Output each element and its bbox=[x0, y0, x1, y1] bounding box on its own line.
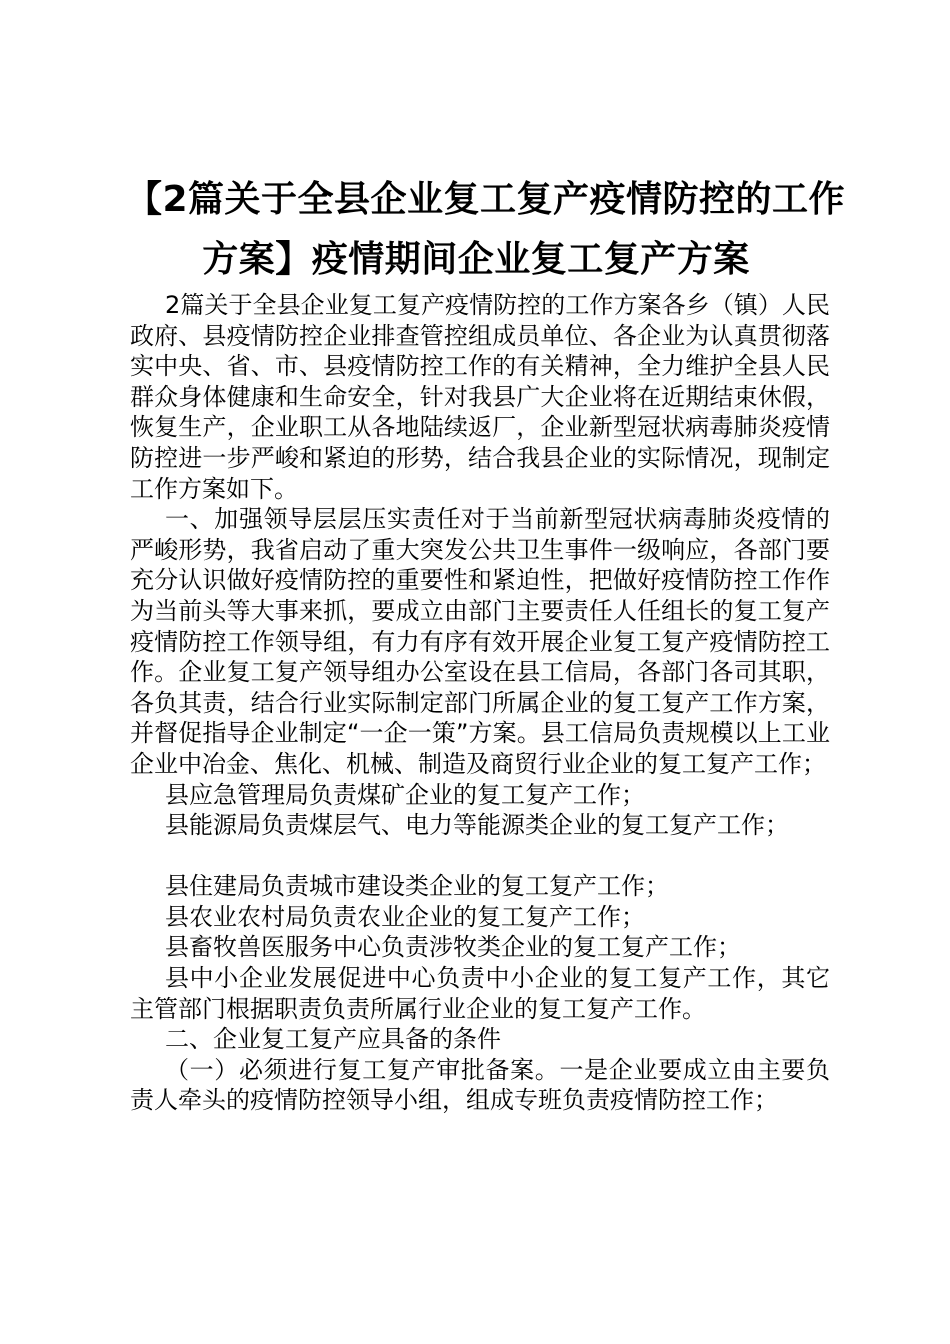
paragraph-section-2-item-1: （一）必须进行复工复产审批备案。一是企业要成立由主要负责人牵头的疫情防控领导小组，组成专班负责疫情防控工作； bbox=[130, 1055, 830, 1115]
paragraph-livestock-center: 县畜牧兽医服务中心负责涉牧类企业的复工复产工作； bbox=[165, 933, 741, 962]
title-line-1: 【2篇关于全县企业复工复产疫情防控的工作 bbox=[126, 179, 846, 220]
paragraph-intro: 2篇关于全县企业复工复产疫情防控的工作方案各乡（镇）人民政府、县疫情防控企业排查管控组成员单位、各企业为认真贯彻落实中央、省、市、县疫情防控工作的有关精神，全力维护全县人民群众身体健康和生命安全，针对我县广大企业将在近期结束休假，恢复生产，企业职工从各地陆续返厂，企业新型冠状病毒肺炎疫情防控进一步严峻和紧迫的形势，结合我县企业的实际情况，现制定工作方案如下。 bbox=[130, 291, 830, 503]
paragraph-section-2-heading: 二、企业复工复产应具备的条件 bbox=[165, 1025, 501, 1054]
document-title bbox=[126, 170, 846, 290]
blank-line bbox=[130, 841, 830, 872]
paragraph-housing-bureau: 县住建局负责城市建设类企业的复工复产工作； bbox=[165, 872, 669, 901]
paragraph-energy-bureau: 县能源局负责煤层气、电力等能源类企业的复工复产工作； bbox=[165, 811, 789, 840]
document-body bbox=[130, 290, 830, 1116]
title-line-2: 方案】疫情期间企业复工复产方案 bbox=[202, 239, 750, 280]
paragraph-section-1: 一、加强领导层层压实责任对于当前新型冠状病毒肺炎疫情的严峻形势，我省启动了重大突发公共卫生事件一级响应，各部门要充分认识做好疫情防控的重要性和紧迫性，把做好疫情防控工作作为当前头等大事来抓，要成立由部门主要责任人任组长的复工复产疫情防控工作领导组，有力有序有效开展企业复工复产疫情防控工作。企业复工复产领导组办公室设在县工信局，各部门各司其职，各负其责，结合行业实际制定部门所属企业的复工复产工作方案，并督促指导企业制定“一企一策”方案。县工信局负责规模以上工业企业中冶金、焦化、机械、制造及商贸行业企业的复工复产工作； bbox=[130, 505, 830, 778]
paragraph-agriculture-bureau: 县农业农村局负责农业企业的复工复产工作； bbox=[165, 902, 645, 931]
paragraph-sme-center: 县中小企业发展促进中心负责中小企业的复工复产工作，其它主管部门根据职责负责所属行业企业的复工复产工作。 bbox=[130, 964, 830, 1023]
paragraph-emergency-bureau: 县应急管理局负责煤矿企业的复工复产工作； bbox=[165, 780, 645, 809]
